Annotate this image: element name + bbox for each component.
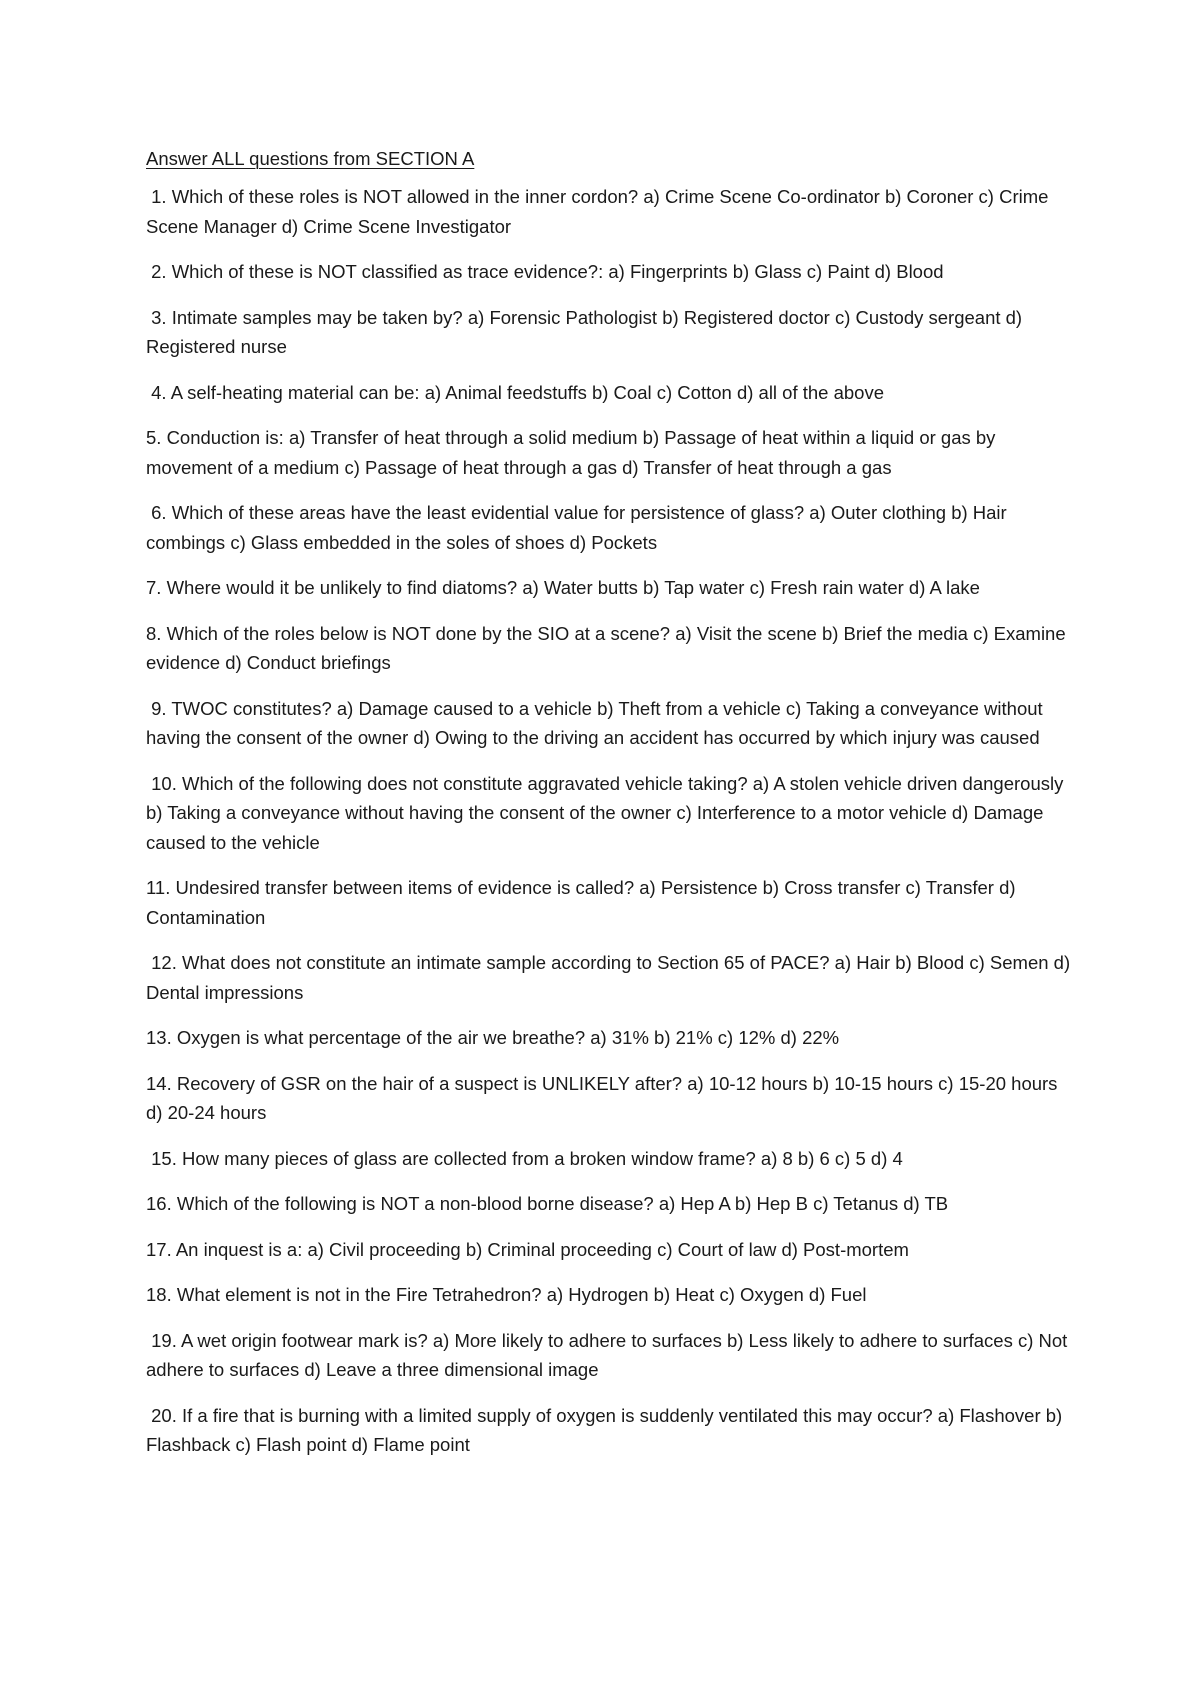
question-16: 16. Which of the following is NOT a non-blood borne disease? a) Hep A b) Hep B c) Tetanus d) TB bbox=[146, 1193, 949, 1214]
exam-content bbox=[146, 144, 1076, 1460]
question-list bbox=[146, 182, 1076, 1460]
question-7: 7. Where would it be unlikely to find diatoms? a) Water butts b) Tap water c) Fresh rain water d) A lake bbox=[146, 577, 980, 598]
question-3: 3. Intimate samples may be taken by? a) Forensic Pathologist b) Registered doctor c) Custody sergeant d) Registered nurse bbox=[146, 306, 1028, 357]
question-4: 4. A self-heating material can be: a) Animal feedstuffs b) Coal c) Cotton d) all of the above bbox=[146, 381, 885, 403]
question-15: 15. How many pieces of glass are collected from a broken window frame? a) 8 b) 6 c) 5 d) 4 bbox=[146, 1147, 903, 1169]
question-11: 11. Undesired transfer between items of evidence is called? a) Persistence b) Cross transfer c) Transfer d) Contamination bbox=[146, 877, 1021, 928]
question-13: 13. Oxygen is what percentage of the air we breathe? a) 31% b) 21% c) 12% d) 22% bbox=[146, 1027, 840, 1048]
question-1: 1. Which of these roles is NOT allowed in the inner cordon? a) Crime Scene Co-ordinator b) Coroner c) Crime Scene Manager d) Crime Scene Investigator bbox=[146, 186, 1054, 237]
question-19: 19. A wet origin footwear mark is? a) More likely to adhere to surfaces b) Less likely to adhere to surfaces c) Not adhere to surfaces d) Leave a three dimensional image bbox=[146, 1329, 1073, 1380]
question-18: 18. What element is not in the Fire Tetrahedron? a) Hydrogen b) Heat c) Oxygen d) Fuel bbox=[146, 1284, 867, 1305]
question-14: 14. Recovery of GSR on the hair of a suspect is UNLIKELY after? a) 10-12 hours b) 10-15 hours c) 15-20 hours d) 20-24 hours bbox=[146, 1072, 1063, 1123]
question-10: 10. Which of the following does not constitute aggravated vehicle taking? a) A stolen vehicle driven dangerously b) Taking a conveyance without having the consent of the owner c) Interference to a motor vehicle d) Damage caused to the vehicle bbox=[146, 772, 1069, 853]
question-17: 17. An inquest is a: a) Civil proceeding b) Criminal proceeding c) Court of law d) Post-mortem bbox=[146, 1238, 909, 1260]
question-5: 5. Conduction is: a) Transfer of heat through a solid medium b) Passage of heat within a liquid or gas by movement of a medium c) Passage of heat through a gas d) Transfer of heat through a gas bbox=[146, 427, 1001, 478]
question-2: 2. Which of these is NOT classified as trace evidence?: a) Fingerprints b) Glass c) Paint d) Blood bbox=[146, 261, 944, 282]
question-6: 6. Which of these areas have the least evidential value for persistence of glass? a) Outer clothing b) Hair combings c) Glass embedded in the soles of shoes d) Pockets bbox=[146, 502, 1012, 553]
section-heading: Answer ALL questions from SECTION A bbox=[146, 148, 475, 169]
question-12: 12. What does not constitute an intimate sample according to Section 65 of PACE? a) Hair b) Blood c) Semen d) Dental impressions bbox=[146, 952, 1076, 1003]
question-9: 9. TWOC constitutes? a) Damage caused to a vehicle b) Theft from a vehicle c) Taking a conveyance without having the consent of the owner d) Owing to the driving an accident has occurred by which injury was caused bbox=[146, 697, 1048, 748]
question-8: 8. Which of the roles below is NOT done by the SIO at a scene? a) Visit the scene b) Brief the media c) Examine evidence d) Conduct briefings bbox=[146, 622, 1071, 673]
question-20: 20. If a fire that is burning with a limited supply of oxygen is suddenly ventilated this may occur? a) Flashover b) Flashback c) Flash point d) Flame point bbox=[146, 1404, 1068, 1455]
